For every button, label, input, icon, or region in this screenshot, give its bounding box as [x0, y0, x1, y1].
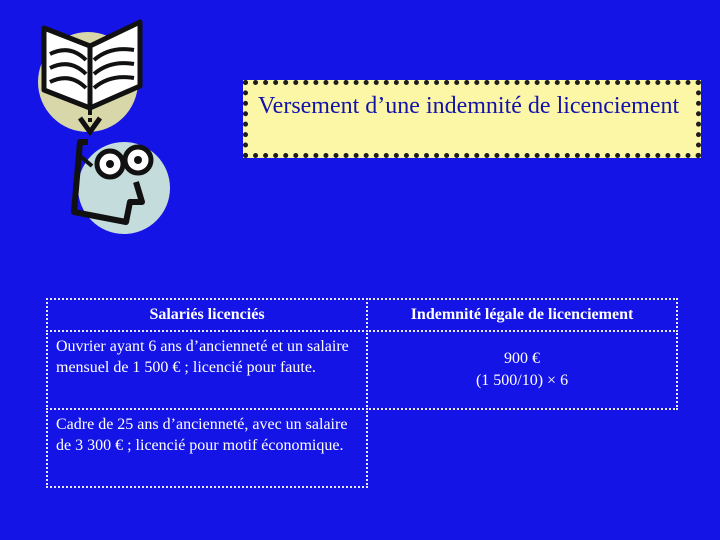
header-employees-label: Salariés licenciés [149, 306, 265, 323]
row2-employee-text: Cadre de 25 ans d’ancienneté, avec un salaire de 3 300 € ; licencié pour motif économique. [56, 416, 348, 454]
header-indemnity-label: Indemnité légale de licenciement [410, 306, 634, 323]
row1-indemnity-formula: (1 500/10) × 6 [475, 372, 569, 389]
thinking-face-icon [74, 142, 170, 234]
row1-indemnity-amount: 900 € [504, 350, 540, 367]
row2-employee [46, 408, 368, 488]
slide-title: Versement d’une indemnité de licenciement [258, 93, 680, 119]
header-indemnity [366, 298, 678, 332]
header-employees [46, 298, 368, 332]
row1-employee-text: Ouvrier ayant 6 ans d’ancienneté et un salaire mensuel de 1 500 € ; licencié pour faute. [56, 338, 349, 376]
title-box [243, 80, 701, 158]
book-icon [38, 22, 140, 132]
clipart-illustration [30, 16, 180, 246]
row1-indemnity [366, 330, 678, 410]
row1-employee [46, 330, 368, 410]
